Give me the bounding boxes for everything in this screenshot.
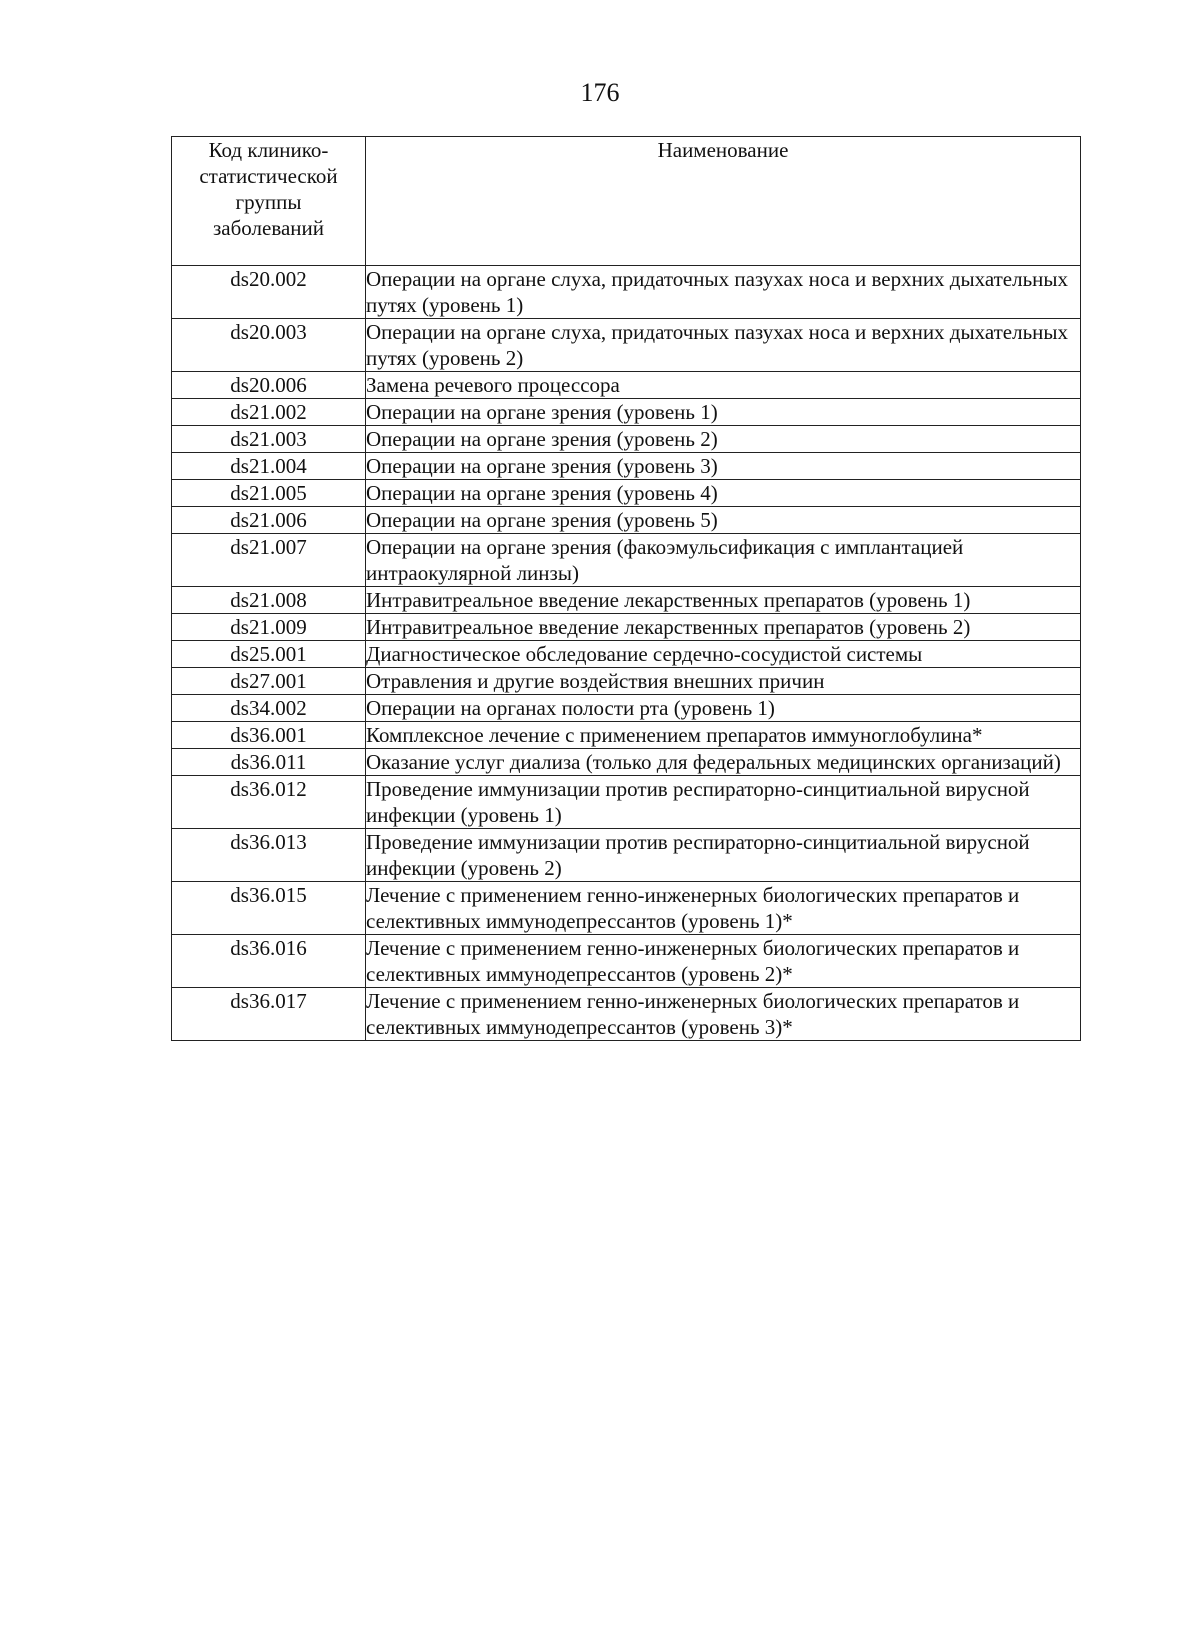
table-row bbox=[172, 372, 1081, 399]
row-name: Оказание услуг диализа (только для федеральных медицинских организаций) bbox=[366, 749, 1081, 776]
row-code: ds21.009 bbox=[172, 614, 366, 641]
table-row bbox=[172, 749, 1081, 776]
row-name: Операции на органе слуха, придаточных пазухах носа и верхних дыхательных путях (уровень 2) bbox=[366, 319, 1081, 372]
table-row bbox=[172, 534, 1081, 587]
header-code bbox=[172, 137, 366, 266]
table-row bbox=[172, 614, 1081, 641]
row-name: Проведение иммунизации против респираторно-синцитиальной вирусной инфекции (уровень 2) bbox=[366, 829, 1081, 882]
row-code: ds21.003 bbox=[172, 426, 366, 453]
table-row bbox=[172, 988, 1081, 1041]
row-code: ds36.017 bbox=[172, 988, 366, 1041]
row-code: ds21.005 bbox=[172, 480, 366, 507]
table-row bbox=[172, 829, 1081, 882]
table-row bbox=[172, 453, 1081, 480]
row-code: ds21.004 bbox=[172, 453, 366, 480]
row-code: ds21.008 bbox=[172, 587, 366, 614]
header-name bbox=[366, 137, 1081, 266]
row-code: ds34.002 bbox=[172, 695, 366, 722]
row-code: ds20.003 bbox=[172, 319, 366, 372]
table-row bbox=[172, 935, 1081, 988]
table-row bbox=[172, 507, 1081, 534]
table-row bbox=[172, 319, 1081, 372]
row-code: ds20.002 bbox=[172, 266, 366, 319]
row-name: Комплексное лечение с применением препаратов иммуноглобулина* bbox=[366, 722, 1081, 749]
row-code: ds36.001 bbox=[172, 722, 366, 749]
header-name-label: Наименование bbox=[657, 138, 789, 162]
row-name: Замена речевого процессора bbox=[366, 372, 1081, 399]
row-name: Отравления и другие воздействия внешних причин bbox=[366, 668, 1081, 695]
row-code: ds20.006 bbox=[172, 372, 366, 399]
table-row bbox=[172, 722, 1081, 749]
table-row bbox=[172, 882, 1081, 935]
row-name: Операции на органе зрения (уровень 3) bbox=[366, 453, 1081, 480]
row-code: ds36.013 bbox=[172, 829, 366, 882]
row-code: ds27.001 bbox=[172, 668, 366, 695]
table-header-row bbox=[172, 137, 1081, 266]
row-name: Операции на органе слуха, придаточных пазухах носа и верхних дыхательных путях (уровень 1) bbox=[366, 266, 1081, 319]
table-row bbox=[172, 668, 1081, 695]
row-name: Интравитреальное введение лекарственных препаратов (уровень 2) bbox=[366, 614, 1081, 641]
row-name: Операции на органе зрения (факоэмульсификация с имплантацией интраокулярной линзы) bbox=[366, 534, 1081, 587]
row-code: ds25.001 bbox=[172, 641, 366, 668]
row-name: Интравитреальное введение лекарственных препаратов (уровень 1) bbox=[366, 587, 1081, 614]
table-row bbox=[172, 587, 1081, 614]
row-name: Лечение с применением генно-инженерных биологических препаратов и селективных иммунодепрессантов (уровень 3)* bbox=[366, 988, 1081, 1041]
table-row bbox=[172, 480, 1081, 507]
row-name: Проведение иммунизации против респираторно-синцитиальной вирусной инфекции (уровень 1) bbox=[366, 776, 1081, 829]
row-code: ds36.016 bbox=[172, 935, 366, 988]
table-row bbox=[172, 266, 1081, 319]
table-row bbox=[172, 399, 1081, 426]
csg-table bbox=[171, 136, 1081, 1041]
row-name: Операции на органах полости рта (уровень 1) bbox=[366, 695, 1081, 722]
row-name: Лечение с применением генно-инженерных биологических препаратов и селективных иммунодепрессантов (уровень 2)* bbox=[366, 935, 1081, 988]
row-code: ds36.012 bbox=[172, 776, 366, 829]
row-code: ds21.006 bbox=[172, 507, 366, 534]
table-row bbox=[172, 641, 1081, 668]
row-name: Диагностическое обследование сердечно-сосудистой системы bbox=[366, 641, 1081, 668]
row-name: Лечение с применением генно-инженерных биологических препаратов и селективных иммунодепрессантов (уровень 1)* bbox=[366, 882, 1081, 935]
header-code-label: Код клинико- статистической группы заболеваний bbox=[199, 138, 338, 240]
row-name: Операции на органе зрения (уровень 1) bbox=[366, 399, 1081, 426]
row-code: ds36.011 bbox=[172, 749, 366, 776]
row-code: ds21.002 bbox=[172, 399, 366, 426]
row-name: Операции на органе зрения (уровень 2) bbox=[366, 426, 1081, 453]
table-row bbox=[172, 426, 1081, 453]
table-row bbox=[172, 776, 1081, 829]
row-name: Операции на органе зрения (уровень 5) bbox=[366, 507, 1081, 534]
table-row bbox=[172, 695, 1081, 722]
row-code: ds21.007 bbox=[172, 534, 366, 587]
row-code: ds36.015 bbox=[172, 882, 366, 935]
page-number: 176 bbox=[580, 78, 620, 107]
row-name: Операции на органе зрения (уровень 4) bbox=[366, 480, 1081, 507]
